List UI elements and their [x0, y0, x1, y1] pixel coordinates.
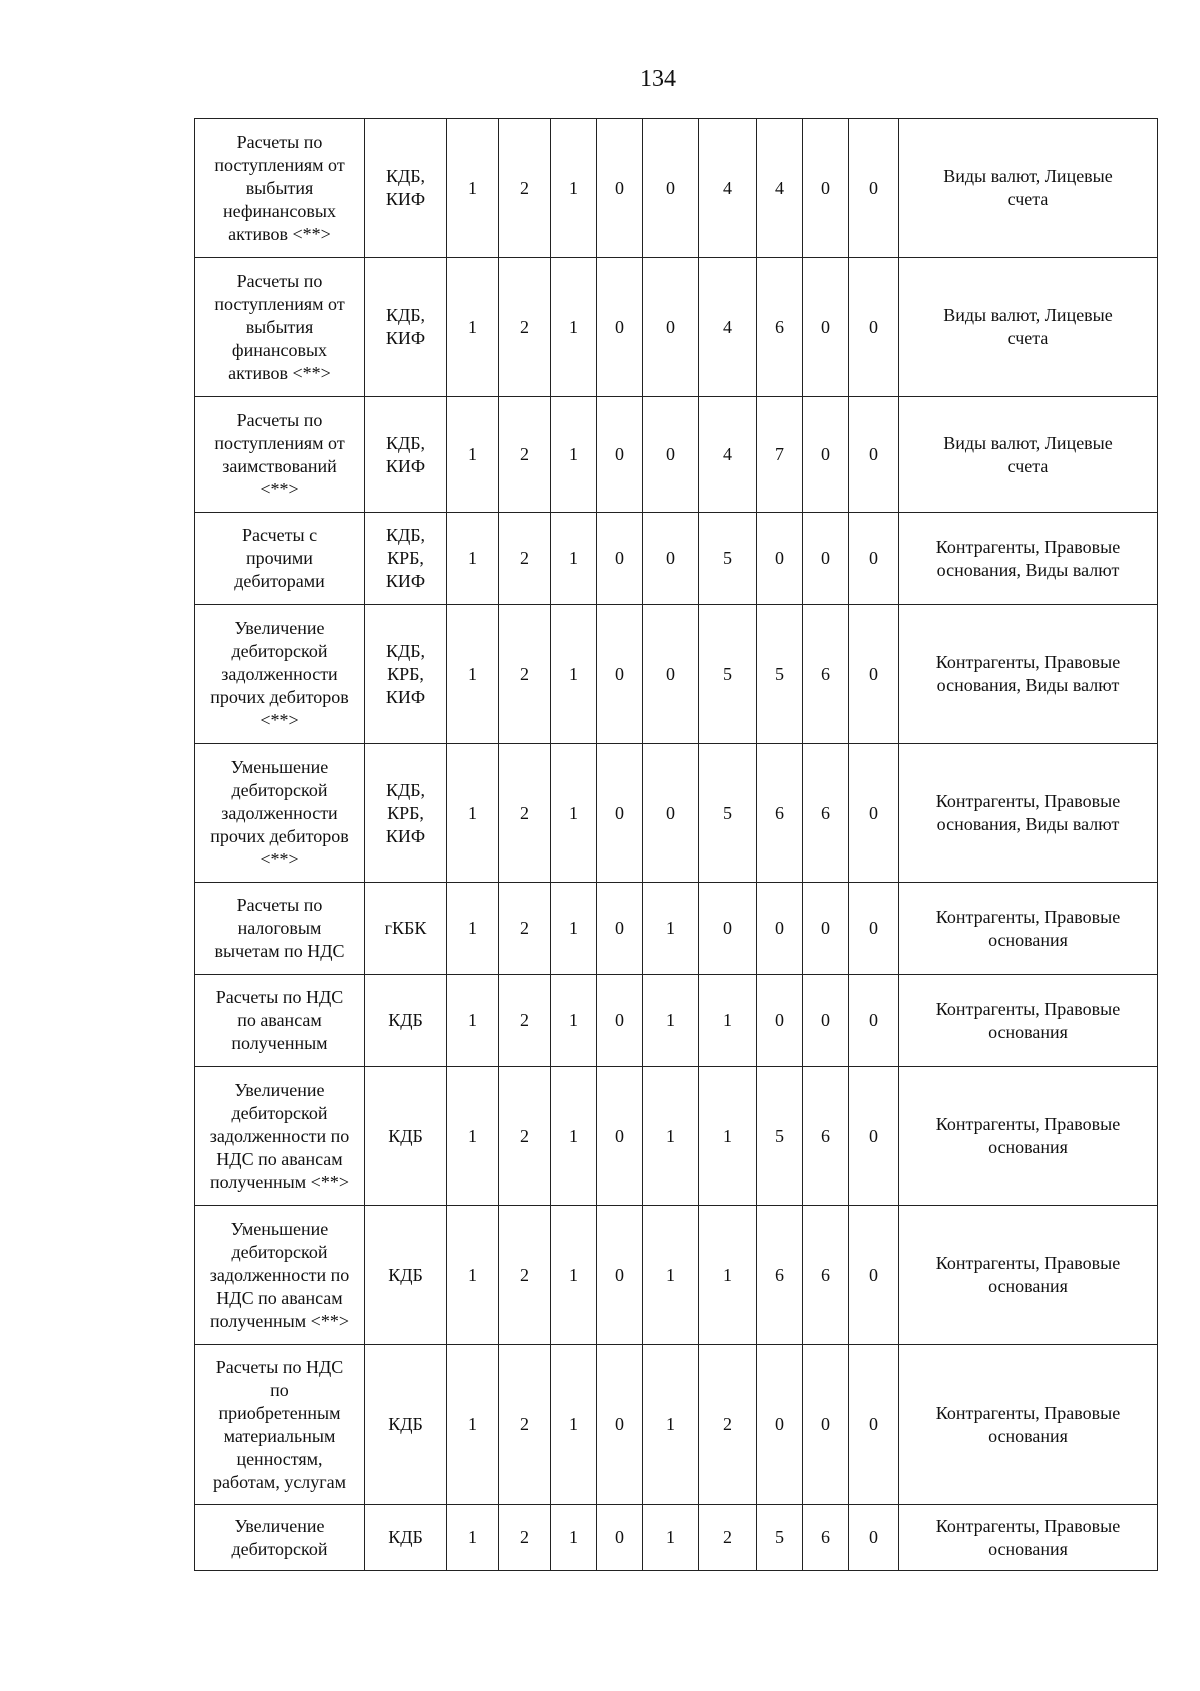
cell-line: Контрагенты, Правовые — [935, 998, 1121, 1019]
kbk-type-cell — [365, 744, 447, 883]
cell-line: дебиторской — [231, 640, 328, 661]
cell-line: полученным — [231, 1033, 328, 1053]
kbk-type-cell — [365, 513, 447, 605]
cell-line: заимствований — [222, 455, 337, 476]
account-digit-cell: 0 — [597, 883, 643, 975]
cell-line: Виды валют, Лицевые — [943, 305, 1113, 325]
cell-line: КДБ — [388, 1264, 423, 1285]
account-digit-cell: 0 — [849, 744, 899, 883]
cell-line: КДБ — [388, 1527, 423, 1547]
account-digit-cell: 6 — [757, 744, 803, 883]
account-digit-cell: 1 — [699, 1067, 757, 1206]
account-digit-cell: 0 — [643, 605, 699, 744]
account-digit-cell: 6 — [757, 258, 803, 397]
account-digit-cell: 7 — [757, 397, 803, 513]
account-digit-cell: 0 — [699, 883, 757, 975]
account-digit-cell: 1 — [551, 258, 597, 397]
table-body — [195, 119, 1158, 1571]
account-digit-cell: 0 — [597, 1505, 643, 1571]
account-digit-cell: 1 — [643, 1345, 699, 1505]
account-digit-cell: 1 — [447, 397, 499, 513]
account-digit-cell: 0 — [643, 258, 699, 397]
account-digit-cell: 0 — [849, 258, 899, 397]
account-digit-cell: 1 — [447, 883, 499, 975]
cell-line: активов <**> — [228, 362, 331, 383]
cell-line: полученным <**> — [210, 1310, 349, 1331]
cell-line: задолженности по — [209, 1264, 350, 1285]
cell-line: КРБ, — [387, 663, 424, 684]
cell-line: Контрагенты, Правовые — [935, 1253, 1121, 1273]
account-digit-cell: 1 — [447, 1067, 499, 1206]
account-digit-cell: 2 — [699, 1505, 757, 1571]
account-digit-cell: 0 — [803, 975, 849, 1067]
cell-line: прочими — [246, 548, 313, 568]
account-digit-cell: 0 — [803, 258, 849, 397]
account-digit-cell: 2 — [499, 119, 551, 258]
kbk-type-cell — [365, 1067, 447, 1206]
account-digit-cell: 4 — [757, 119, 803, 258]
account-digit-cell: 5 — [757, 605, 803, 744]
account-name-cell — [195, 119, 365, 258]
account-digit-cell: 0 — [597, 605, 643, 744]
kbk-type-cell — [365, 119, 447, 258]
cell-line: выбытия — [245, 316, 314, 337]
cell-line: <**> — [260, 709, 299, 730]
cell-line: дебиторской — [231, 1241, 328, 1262]
table-row — [195, 1505, 1158, 1571]
kbk-type-cell — [365, 883, 447, 975]
cell-line: КИФ — [385, 686, 426, 707]
analytics-cell — [899, 1206, 1158, 1345]
table-row — [195, 883, 1158, 975]
cell-line: основания, Виды валют — [936, 559, 1120, 580]
cell-line: НДС по авансам — [216, 1287, 343, 1308]
cell-line: КИФ — [385, 571, 426, 591]
cell-line: Контрагенты, Правовые — [935, 1114, 1121, 1134]
cell-line: основания — [988, 1276, 1068, 1296]
account-digit-cell: 2 — [499, 744, 551, 883]
cell-line: <**> — [260, 848, 299, 869]
cell-line: НДС по авансам — [216, 1148, 343, 1169]
cell-line: Виды валют, Лицевые — [943, 166, 1113, 186]
cell-line: КДБ, — [385, 640, 426, 661]
analytics-cell — [899, 513, 1158, 605]
account-name-cell — [195, 883, 365, 975]
account-name-cell — [195, 1505, 365, 1571]
account-digit-cell: 1 — [699, 1206, 757, 1345]
account-digit-cell: 1 — [447, 1345, 499, 1505]
cell-line: <**> — [260, 478, 299, 499]
kbk-type-cell — [365, 397, 447, 513]
cell-line: Контрагенты, Правовые — [935, 906, 1121, 927]
cell-line: Контрагенты, Правовые — [935, 536, 1121, 557]
account-digit-cell: 1 — [643, 1206, 699, 1345]
account-digit-cell: 1 — [551, 605, 597, 744]
cell-line: работам, услугам — [212, 1471, 347, 1492]
account-digit-cell: 6 — [803, 744, 849, 883]
accounts-table-container — [194, 118, 1157, 1571]
account-digit-cell: 2 — [499, 883, 551, 975]
account-digit-cell: 1 — [551, 1206, 597, 1345]
account-name-cell — [195, 975, 365, 1067]
account-digit-cell: 0 — [803, 513, 849, 605]
account-digit-cell: 2 — [499, 258, 551, 397]
account-digit-cell: 1 — [551, 883, 597, 975]
account-digit-cell: 0 — [849, 975, 899, 1067]
account-digit-cell: 0 — [849, 513, 899, 605]
account-digit-cell: 0 — [757, 1345, 803, 1505]
cell-line: по авансам — [237, 1010, 322, 1030]
account-digit-cell: 6 — [803, 1505, 849, 1571]
cell-line: поступлениям от — [214, 154, 345, 175]
cell-line: КДБ, — [385, 525, 426, 545]
cell-line: прочих дебиторов — [210, 825, 349, 846]
cell-line: основания — [988, 1021, 1068, 1042]
analytics-cell — [899, 1345, 1158, 1505]
cell-line: Расчеты по — [236, 131, 323, 152]
cell-line: Увеличение — [234, 1079, 325, 1100]
cell-line: налоговым — [237, 918, 322, 938]
cell-line: ценностям, — [236, 1448, 323, 1469]
account-digit-cell: 1 — [447, 975, 499, 1067]
account-digit-cell: 6 — [803, 1206, 849, 1345]
cell-line: Уменьшение — [230, 1218, 329, 1239]
cell-line: КРБ, — [387, 802, 424, 823]
cell-line: Виды валют, Лицевые — [943, 432, 1113, 453]
account-digit-cell: 1 — [447, 1505, 499, 1571]
table-row — [195, 513, 1158, 605]
account-digit-cell: 0 — [597, 744, 643, 883]
table-row — [195, 605, 1158, 744]
kbk-type-cell — [365, 1345, 447, 1505]
account-digit-cell: 0 — [597, 1345, 643, 1505]
account-digit-cell: 0 — [849, 883, 899, 975]
cell-line: активов <**> — [228, 223, 331, 244]
cell-line: Контрагенты, Правовые — [935, 791, 1121, 811]
account-digit-cell: 0 — [849, 1345, 899, 1505]
cell-line: дебиторской — [231, 1102, 328, 1123]
account-digit-cell: 0 — [643, 513, 699, 605]
cell-line: Расчеты с — [241, 525, 318, 545]
account-digit-cell: 0 — [597, 513, 643, 605]
analytics-cell — [899, 1067, 1158, 1206]
cell-line: Уменьшение — [230, 756, 329, 777]
account-digit-cell: 0 — [849, 1067, 899, 1206]
account-digit-cell: 0 — [849, 119, 899, 258]
account-digit-cell: 2 — [499, 1505, 551, 1571]
account-digit-cell: 4 — [699, 258, 757, 397]
cell-line: Контрагенты, Правовые — [935, 1402, 1121, 1423]
cell-line: счета — [1007, 328, 1049, 348]
account-digit-cell: 5 — [699, 513, 757, 605]
account-digit-cell: 0 — [849, 1505, 899, 1571]
account-digit-cell: 1 — [643, 1067, 699, 1206]
account-name-cell — [195, 513, 365, 605]
table-row — [195, 1206, 1158, 1345]
analytics-cell — [899, 883, 1158, 975]
account-digit-cell: 1 — [551, 744, 597, 883]
cell-line: дебиторской — [231, 779, 328, 800]
cell-line: КРБ, — [387, 548, 424, 568]
account-digit-cell: 0 — [849, 397, 899, 513]
account-name-cell — [195, 1067, 365, 1206]
account-digit-cell: 2 — [499, 975, 551, 1067]
account-digit-cell: 1 — [643, 1505, 699, 1571]
account-digit-cell: 0 — [597, 397, 643, 513]
account-digit-cell: 4 — [699, 397, 757, 513]
cell-line: основания, Виды валют — [936, 814, 1120, 834]
cell-line: дебиторами — [234, 571, 325, 591]
table-row — [195, 258, 1158, 397]
account-digit-cell: 4 — [699, 119, 757, 258]
analytics-cell — [899, 119, 1158, 258]
cell-line: КДБ — [388, 1414, 423, 1434]
cell-line: счета — [1007, 189, 1049, 209]
account-digit-cell: 1 — [447, 513, 499, 605]
account-digit-cell: 0 — [803, 1345, 849, 1505]
cell-line: КИФ — [385, 328, 426, 348]
account-digit-cell: 2 — [499, 1345, 551, 1505]
analytics-cell — [899, 1505, 1158, 1571]
account-digit-cell: 1 — [551, 1345, 597, 1505]
kbk-type-cell — [365, 1206, 447, 1345]
cell-line: Расчеты по — [236, 270, 323, 291]
analytics-cell — [899, 397, 1158, 513]
cell-line: материальным — [223, 1425, 336, 1446]
account-digit-cell: 0 — [643, 397, 699, 513]
cell-line: задолженности — [221, 663, 338, 684]
account-digit-cell: 2 — [499, 1206, 551, 1345]
account-digit-cell: 0 — [597, 258, 643, 397]
account-digit-cell: 1 — [643, 883, 699, 975]
table-row — [195, 975, 1158, 1067]
analytics-cell — [899, 975, 1158, 1067]
table-row — [195, 397, 1158, 513]
cell-line: нефинансовых — [223, 200, 336, 221]
cell-line: основания — [988, 1137, 1068, 1157]
account-digit-cell: 1 — [447, 119, 499, 258]
analytics-cell — [899, 744, 1158, 883]
account-digit-cell: 1 — [447, 1206, 499, 1345]
account-digit-cell: 5 — [757, 1505, 803, 1571]
accounts-table — [194, 118, 1158, 1571]
cell-line: Расчеты по НДС — [215, 1356, 344, 1377]
cell-line: КДБ, — [385, 432, 426, 453]
cell-line: счета — [1007, 455, 1049, 476]
account-digit-cell: 1 — [643, 975, 699, 1067]
account-digit-cell: 5 — [757, 1067, 803, 1206]
account-digit-cell: 0 — [803, 883, 849, 975]
account-digit-cell: 0 — [849, 605, 899, 744]
account-digit-cell: 0 — [757, 513, 803, 605]
cell-line: Увеличение — [234, 1515, 325, 1536]
account-digit-cell: 0 — [757, 883, 803, 975]
account-name-cell — [195, 1345, 365, 1505]
account-digit-cell: 1 — [447, 605, 499, 744]
account-digit-cell: 1 — [551, 397, 597, 513]
cell-line: гКБК — [384, 918, 427, 938]
account-name-cell — [195, 397, 365, 513]
cell-line: выбытия — [245, 177, 314, 198]
cell-line: задолженности по — [209, 1125, 350, 1146]
account-digit-cell: 0 — [757, 975, 803, 1067]
table-row — [195, 119, 1158, 258]
account-digit-cell: 5 — [699, 744, 757, 883]
account-digit-cell: 1 — [447, 258, 499, 397]
account-digit-cell: 0 — [597, 119, 643, 258]
cell-line: КДБ — [388, 1010, 423, 1030]
analytics-cell — [899, 605, 1158, 744]
account-digit-cell: 0 — [803, 397, 849, 513]
account-digit-cell: 1 — [551, 119, 597, 258]
cell-line: финансовых — [231, 339, 328, 360]
account-digit-cell: 0 — [849, 1206, 899, 1345]
account-name-cell — [195, 258, 365, 397]
table-row — [195, 1067, 1158, 1206]
cell-line: Расчеты по — [236, 409, 323, 430]
cell-line: основания, Виды валют — [936, 675, 1120, 695]
cell-line: Расчеты по НДС — [215, 987, 344, 1007]
account-digit-cell: 6 — [803, 1067, 849, 1206]
cell-line: поступлениям от — [214, 432, 345, 453]
cell-line: КИФ — [385, 455, 426, 476]
account-digit-cell: 1 — [551, 1505, 597, 1571]
kbk-type-cell — [365, 258, 447, 397]
table-row — [195, 1345, 1158, 1505]
account-digit-cell: 0 — [803, 119, 849, 258]
cell-line: вычетам по НДС — [214, 941, 345, 961]
account-digit-cell: 0 — [597, 1067, 643, 1206]
cell-line: прочих дебиторов — [210, 686, 349, 707]
account-digit-cell: 0 — [643, 119, 699, 258]
cell-line: по — [270, 1379, 289, 1400]
account-digit-cell: 2 — [499, 605, 551, 744]
account-name-cell — [195, 744, 365, 883]
cell-line: приобретенным — [218, 1402, 341, 1423]
account-digit-cell: 1 — [551, 975, 597, 1067]
account-digit-cell: 1 — [699, 975, 757, 1067]
cell-line: Контрагенты, Правовые — [935, 652, 1121, 672]
account-digit-cell: 0 — [643, 744, 699, 883]
cell-line: КИФ — [385, 825, 426, 846]
account-name-cell — [195, 1206, 365, 1345]
cell-line: КДБ, — [385, 166, 426, 186]
cell-line: КДБ, — [385, 305, 426, 325]
account-digit-cell: 1 — [551, 1067, 597, 1206]
account-digit-cell: 1 — [447, 744, 499, 883]
account-digit-cell: 0 — [597, 1206, 643, 1345]
account-digit-cell: 0 — [597, 975, 643, 1067]
account-digit-cell: 2 — [499, 513, 551, 605]
account-name-cell — [195, 605, 365, 744]
cell-line: основания — [988, 929, 1068, 950]
account-digit-cell: 2 — [499, 1067, 551, 1206]
account-digit-cell: 2 — [499, 397, 551, 513]
cell-line: Расчеты по — [236, 895, 323, 915]
analytics-cell — [899, 258, 1158, 397]
cell-line: КДБ, — [385, 779, 426, 800]
account-digit-cell: 6 — [757, 1206, 803, 1345]
account-digit-cell: 1 — [551, 513, 597, 605]
cell-line: полученным <**> — [210, 1171, 349, 1192]
kbk-type-cell — [365, 1505, 447, 1571]
cell-line: основания — [988, 1538, 1068, 1559]
cell-line: Контрагенты, Правовые — [935, 1515, 1121, 1536]
cell-line: Увеличение — [234, 617, 325, 638]
cell-line: КДБ — [388, 1125, 423, 1146]
table-row — [195, 744, 1158, 883]
cell-line: КИФ — [385, 189, 426, 209]
kbk-type-cell — [365, 975, 447, 1067]
cell-line: основания — [988, 1425, 1068, 1446]
page-number: 134 — [640, 66, 676, 92]
cell-line: дебиторской — [231, 1538, 328, 1559]
account-digit-cell: 2 — [699, 1345, 757, 1505]
cell-line: задолженности — [221, 802, 338, 823]
account-digit-cell: 6 — [803, 605, 849, 744]
cell-line: поступлениям от — [214, 293, 345, 314]
kbk-type-cell — [365, 605, 447, 744]
account-digit-cell: 5 — [699, 605, 757, 744]
